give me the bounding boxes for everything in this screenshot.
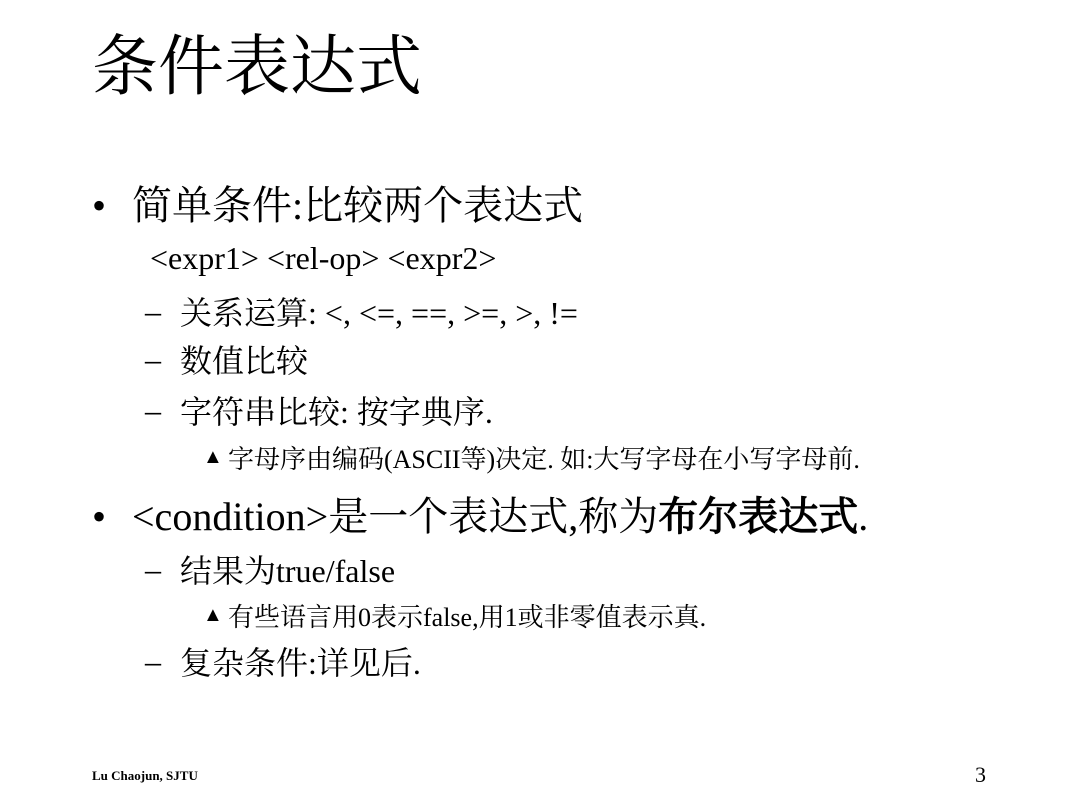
- slide-title: 条件表达式: [92, 31, 422, 104]
- code-line: <expr1> <rel-op> <expr2>: [150, 240, 497, 276]
- dash-icon: –: [145, 551, 161, 587]
- page-number: 3: [975, 762, 986, 787]
- subitem-text: 复杂条件:详见后.: [180, 645, 421, 681]
- subitem-text: 字符串比较: 按字典序.: [180, 394, 493, 430]
- subsubitem-text: 字母序由编码(ASCII等)决定. 如:大写字母在小写字母前.: [228, 445, 860, 474]
- triangle-icon: ▲: [203, 604, 223, 626]
- bullet-text-end: .: [858, 494, 869, 539]
- dash-icon: –: [145, 293, 161, 329]
- subitem-text: 数值比较: [180, 343, 309, 379]
- bullet-text: [132, 493, 868, 541]
- bullet-icon: •: [92, 183, 107, 228]
- bullet-text: 简单条件:比较两个表达式: [132, 183, 584, 228]
- subitem-text: 关系运算: <, <=, ==, >=, >, !=: [180, 295, 578, 331]
- dash-icon: –: [145, 341, 161, 377]
- dash-icon: –: [145, 643, 161, 679]
- bullet-text-part: <condition>是一个表达式,称为: [132, 494, 659, 539]
- bold-term: 布尔表达式: [658, 494, 859, 539]
- triangle-icon: ▲: [203, 446, 223, 468]
- dash-icon: –: [145, 392, 161, 428]
- subitem-text: 结果为true/false: [180, 553, 396, 589]
- footer-author: Lu Chaojun, SJTU: [92, 768, 198, 783]
- subsubitem-text: 有些语言用0表示false,用1或非零值表示真.: [228, 603, 707, 632]
- bullet-icon: •: [92, 494, 107, 539]
